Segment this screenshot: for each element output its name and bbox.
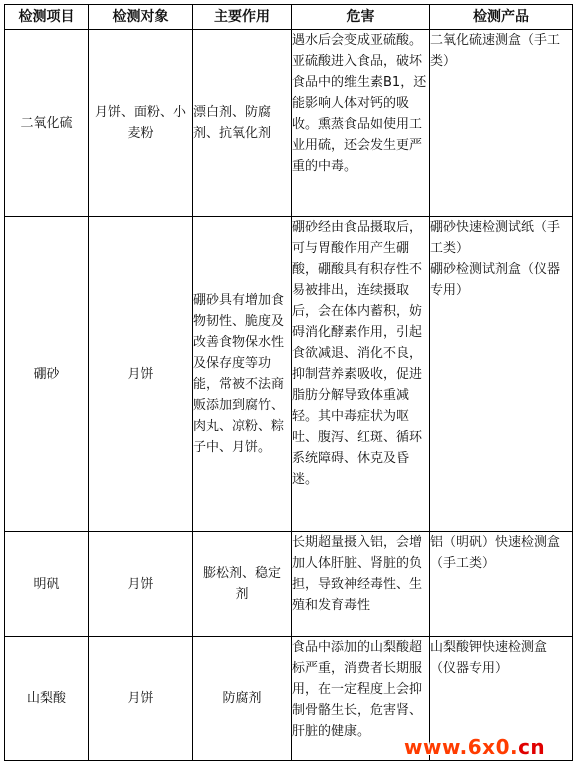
cell-function: 防腐剂	[193, 637, 292, 761]
cell-products	[430, 217, 573, 532]
detection-table	[4, 4, 573, 761]
table-row	[5, 532, 573, 637]
cell-products	[430, 532, 573, 637]
header-target: 检测对象	[89, 5, 193, 30]
cell-target: 月饼	[89, 217, 193, 532]
header-products: 检测产品	[430, 5, 573, 30]
product-entry: 铝（明矾）快速检测盒（手工类）	[430, 535, 561, 571]
product-entry: 硼砂快速检测试纸（手工类）	[430, 220, 561, 256]
product-entry: 山梨酸钾快速检测盒（仪器专用）	[430, 640, 548, 676]
cell-function: 膨松剂、稳定剂	[193, 532, 292, 637]
cell-item: 明矾	[5, 532, 89, 637]
cell-target: 月饼	[89, 637, 193, 761]
cell-item: 山梨酸	[5, 637, 89, 761]
cell-harm: 硼砂经由食品摄取后，可与胃酸作用产生硼酸，硼酸具有积存性不易被排出，连续摄取后，会在体内蓄积，妨碍消化酵素作用，引起食欲减退、消化不良，抑制营养素吸收，促进脂肪分解导致体重减轻。其中毒症状为呕吐、腹泻、红斑、循环系统障碍、休克及昏迷。	[292, 217, 430, 532]
cell-target: 月饼	[89, 532, 193, 637]
cell-function: 漂白剂、防腐剂、抗氧化剂	[193, 30, 292, 217]
header-harm: 危害	[292, 5, 430, 30]
watermark-suffix: cn	[518, 735, 546, 759]
cell-products	[430, 30, 573, 217]
cell-function: 硼砂具有增加食物韧性、脆度及改善食物保水性及保存度等功能，常被不法商贩添加到腐竹、肉丸、凉粉、粽子中、月饼。	[193, 217, 292, 532]
cell-item: 硼砂	[5, 217, 89, 532]
cell-harm: 遇水后会变成亚硫酸。亚硫酸进入食品，破坏食品中的维生素B1，还能影响人体对钙的吸收。熏蒸食品如使用工业用硫，还会发生更严重的中毒。	[292, 30, 430, 217]
cell-harm: 长期超量摄入铝，会增加人体肝脏、肾脏的负担，导致神经毒性、生殖和发育毒性	[292, 532, 430, 637]
cell-harm: 食品中添加的山梨酸超标严重，消费者长期服用，在一定程度上会抑制骨骼生长，危害肾、肝脏的健康。	[292, 637, 430, 761]
table-row	[5, 30, 573, 217]
product-entry: 硼砂检测试剂盒（仪器专用）	[430, 262, 561, 298]
cell-target: 月饼、面粉、小麦粉	[89, 30, 193, 217]
product-entry: 二氧化硫速测盒（手工类）	[430, 33, 561, 69]
site-watermark	[404, 735, 545, 759]
header-row	[5, 5, 573, 30]
header-function: 主要作用	[193, 5, 292, 30]
header-item: 检测项目	[5, 5, 89, 30]
table-row	[5, 217, 573, 532]
watermark-prefix: www.6x0.	[404, 735, 519, 759]
cell-item: 二氧化硫	[5, 30, 89, 217]
